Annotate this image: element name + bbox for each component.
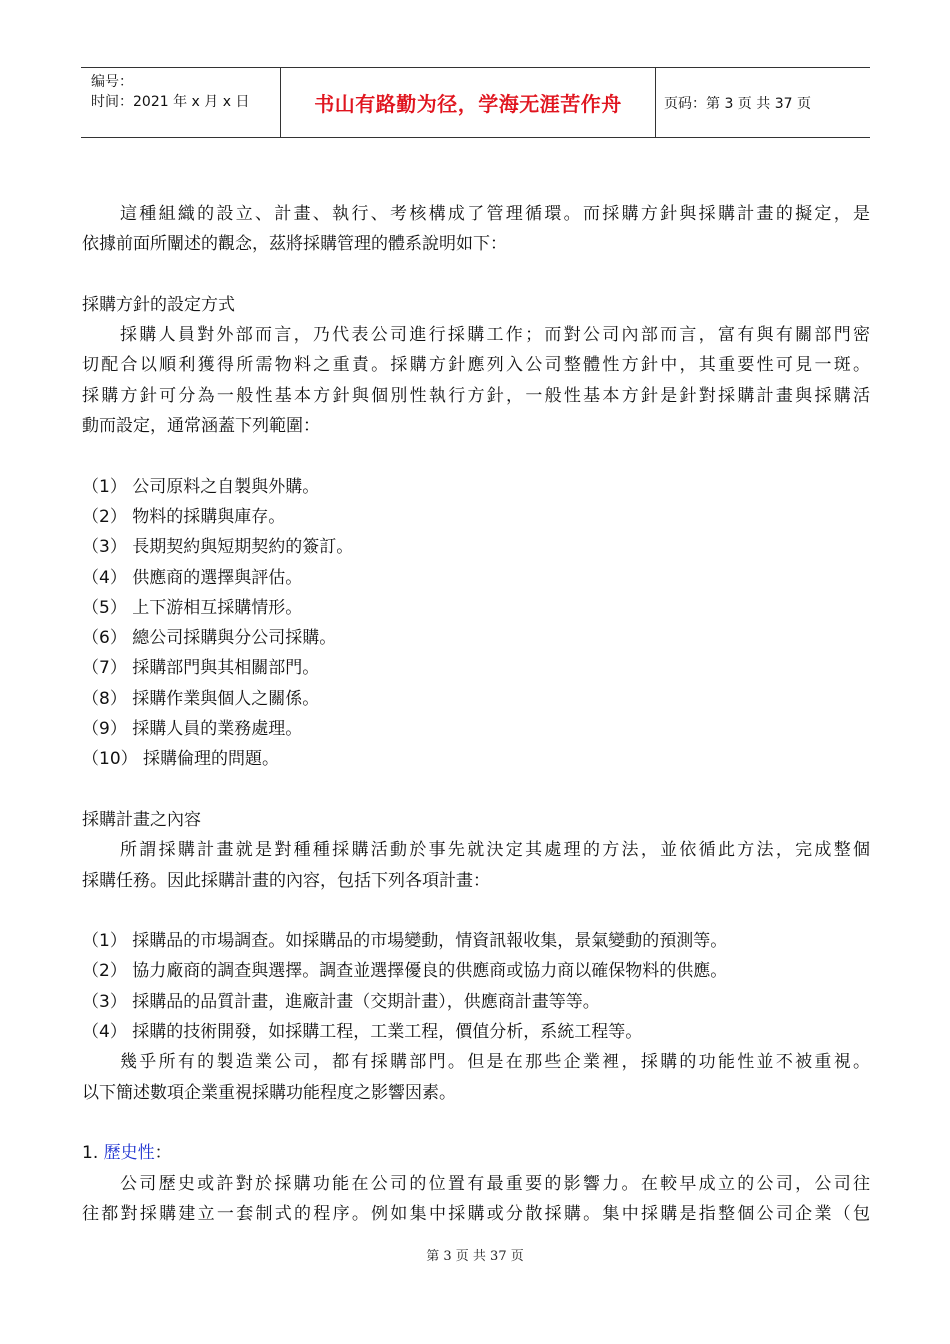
paragraph-line: 採購方針可分為一般性基本方針與個別性執行方針，一般性基本方針是針對採購計畫與採購活	[82, 385, 870, 406]
list-item: （2） 協力廠商的調查與選擇。調查並選擇優良的供應商或協力商以確保物料的供應。	[82, 961, 728, 982]
paragraph-line: 所謂採購計畫就是對種種採購活動於事先就決定其處理的方法，並依循此方法，完成整個	[120, 840, 870, 861]
list-item: （7） 採購部門與其相關部門。	[82, 658, 320, 679]
header-page-info: 页码：第 3 页 共 37 页	[664, 95, 811, 112]
paragraph-line: 動而設定，通常涵蓋下列範圍：	[82, 416, 320, 437]
heading-colon: ：	[154, 1143, 172, 1164]
heading-number: 1.	[82, 1143, 104, 1164]
document-header	[81, 67, 870, 138]
paragraph-line: 以下簡述數項企業重視採購功能程度之影響因素。	[82, 1082, 456, 1103]
paragraph-line: 幾乎所有的製造業公司，都有採購部門。但是在那些企業裡，採購的功能性並不被重視。	[120, 1052, 870, 1073]
paragraph-line: 公司歷史或許對於採購功能在公司的位置有最重要的影響力。在較早成立的公司，公司往	[120, 1173, 870, 1194]
paragraph-line: 切配合以順利獲得所需物料之重責。採購方針應列入公司整體性方針中，其重要性可見一斑。	[82, 355, 870, 376]
list-item: （1） 採購品的市場調查。如採購品的市場變動，情資訊報收集，景氣變動的預測等。	[82, 931, 728, 952]
heading-link[interactable]: 歷史性	[103, 1143, 155, 1164]
section-heading	[82, 1138, 870, 1168]
list-item: （10） 採購倫理的問題。	[82, 749, 280, 770]
list-item: （8） 採購作業與個人之關係。	[82, 688, 320, 709]
list-item: （9） 採購人員的業務處理。	[82, 719, 303, 740]
paragraph-line: 這種組織的設立、計畫、執行、考核構成了管理循環。而採購方針與採購計畫的擬定，是	[120, 204, 870, 224]
paragraph-line: 往都對採購建立一套制式的程序。例如集中採購或分散採購。集中採購是指整個公司企業（包	[82, 1203, 870, 1224]
header-number-label: 编号：	[91, 74, 133, 90]
list-item: （3） 長期契約與短期契約的簽訂。	[82, 537, 354, 558]
list-item: （1） 公司原料之自製與外購。	[82, 476, 320, 497]
document-body	[82, 199, 870, 1229]
list-item: （5） 上下游相互採購情形。	[82, 597, 303, 618]
paragraph-line: 採購任務。因此採購計畫的內容，包括下列各項計畫：	[82, 870, 490, 891]
list-item: （4） 採購的技術開發，如採購工程，工業工程，價值分析，系統工程等。	[82, 1022, 643, 1043]
list-item: （4） 供應商的選擇與評估。	[82, 567, 303, 588]
list-item: （3） 採購品的品質計畫，進廠計畫（交期計畫），供應商計畫等等。	[82, 991, 600, 1012]
header-meta	[81, 68, 281, 137]
section-heading: 採購方針的設定方式	[82, 294, 235, 315]
section-heading: 採購計畫之內容	[82, 809, 201, 830]
header-time-label: 时间：2021 年 x 月 x 日	[91, 94, 250, 110]
list-item: （2） 物料的採購與庫存。	[82, 506, 286, 527]
paragraph-line: 採購人員對外部而言，乃代表公司進行採購工作；而對公司內部而言，富有與有關部門密	[120, 325, 870, 346]
paragraph-line: 依據前面所闡述的觀念，茲將採購管理的體系說明如下：	[82, 234, 507, 255]
list-item: （6） 總公司採購與分公司採購。	[82, 628, 337, 649]
header-motto: 书山有路勤为径，学海无涯苦作舟	[281, 68, 656, 137]
page-footer: 第 3 页 共 37 页	[426, 1249, 524, 1264]
